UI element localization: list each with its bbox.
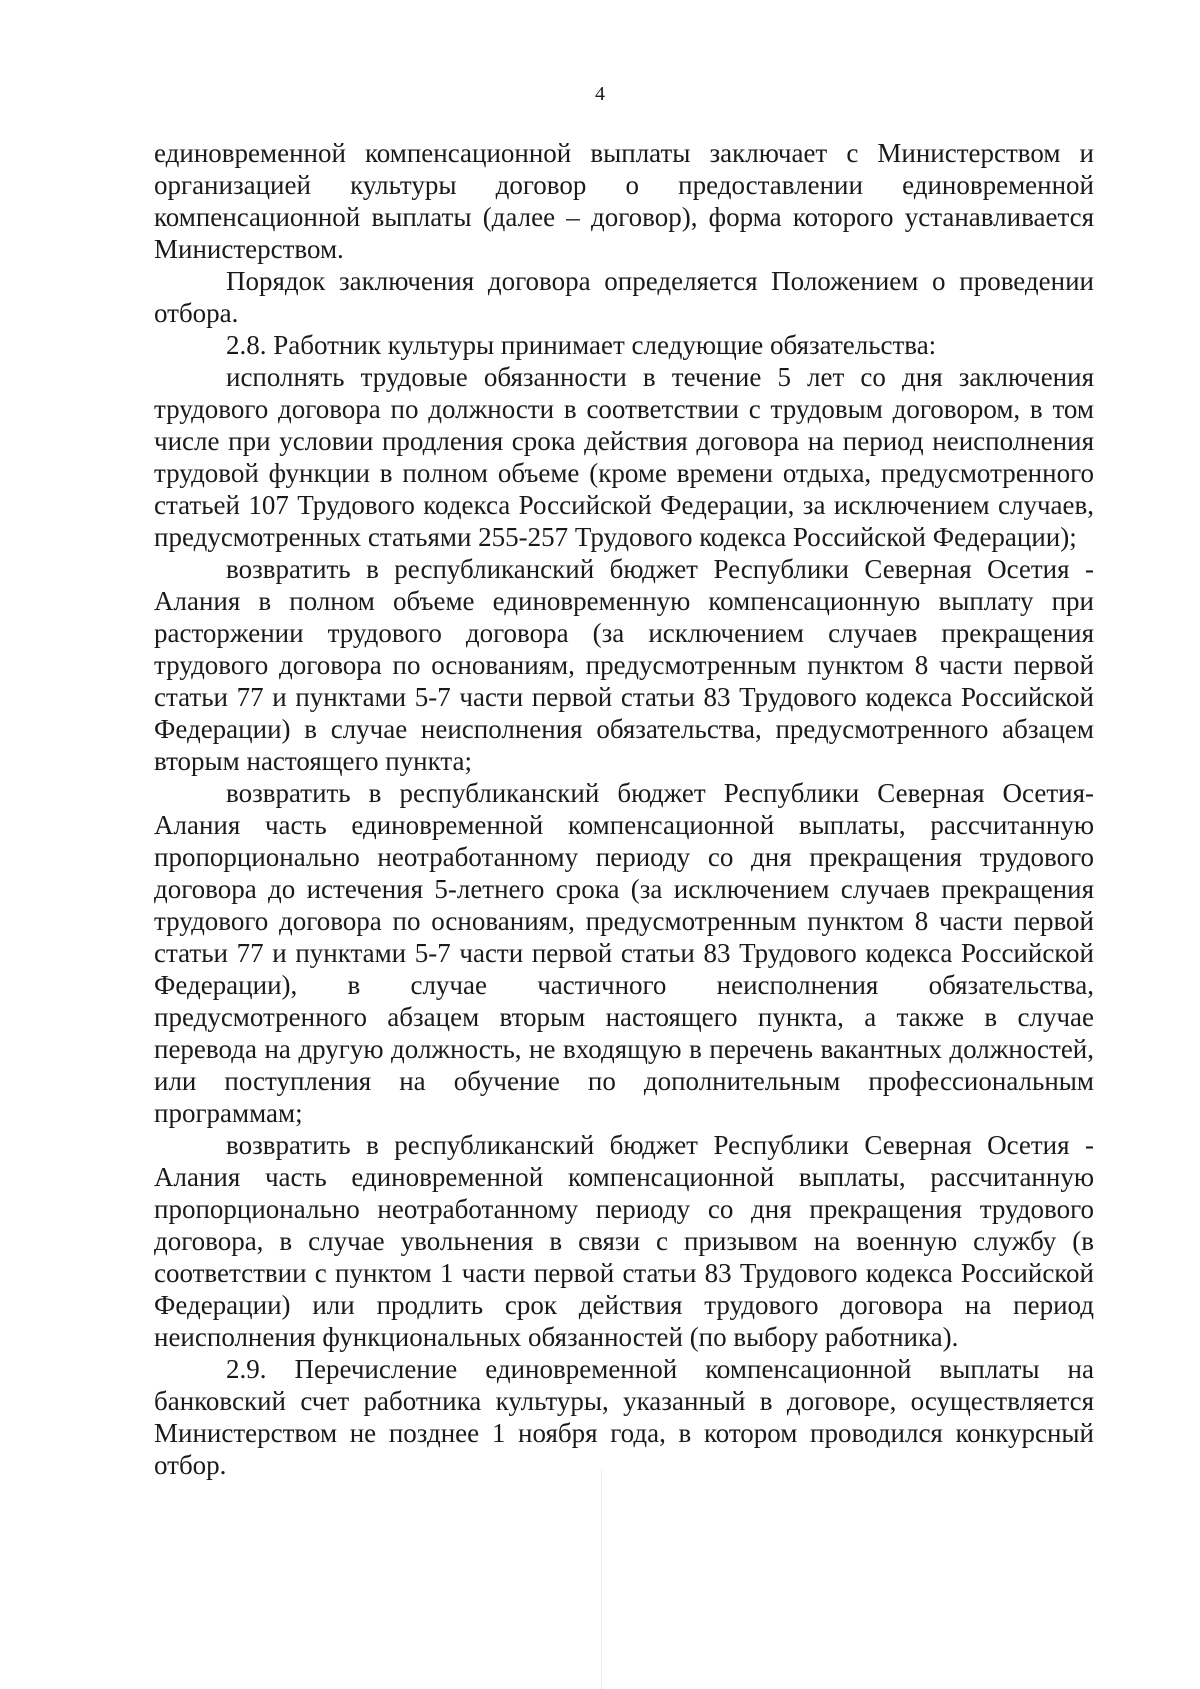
paragraph-obligation-military-service: возвратить в республиканский бюджет Республики Северная Осетия - Алания часть единовременной компенсационной выплаты, рассчитанную пропорционально неотработанному периоду со дня прекращения трудового договора, в случае увольнения в связи с призывом на военную службу (в соответствии с пунктом 1 части первой статьи 83 Трудового кодекса Российской Федерации) или продлить срок действия трудового договора на период неисполнения функциональных обязанностей (по выбору работника). xyxy=(154,1130,1094,1352)
paragraph-contract-continuation: единовременной компенсационной выплаты заключает с Министерством и организацией культуры договор о предоставлении единовременной компенсационной выплаты (далее – договор), форма которого устанавливается Министерством. xyxy=(154,138,1094,264)
paragraph-clause-2-8: 2.8. Работник культуры принимает следующие обязательства: xyxy=(226,330,937,360)
paragraph-obligation-partial-refund: возвратить в республиканский бюджет Республики Северная Осетия-Алания часть единовременной компенсационной выплаты, рассчитанную пропорционально неотработанному периоду со дня прекращения трудового договора до истечения 5-летнего срока (за исключением случаев прекращения трудового договора по основаниям, предусмотренным пунктом 8 части первой статьи 77 и пунктами 5-7 части первой статьи 83 Трудового кодекса Российской Федерации), в случае частичного неисполнения обязательства, предусмотренного абзацем вторым настоящего пункта, а также в случае перевода на другую должность, не входящую в перечень вакантных должностей, или поступления на обучение по дополнительным профессиональным программам; xyxy=(154,778,1094,1128)
paragraph-obligation-full-refund: возвратить в республиканский бюджет Республики Северная Осетия - Алания в полном объеме единовременную компенсационную выплату при расторжении трудового договора (за исключением случаев прекращения трудового договора по основаниям, предусмотренным пунктом 8 части первой статьи 77 и пунктами 5-7 части первой статьи 83 Трудового кодекса Российской Федерации) в случае неисполнения обязательства, предусмотренного абзацем вторым настоящего пункта; xyxy=(154,554,1094,776)
page-fold-mark xyxy=(601,1470,603,1689)
paragraph-clause-2-9: 2.9. Перечисление единовременной компенсационной выплаты на банковский счет работника культуры, указанный в договоре, осуществляется Министерством не позднее 1 ноября года, в котором проводился конкурсный отбор. xyxy=(154,1354,1094,1480)
paragraph-obligation-work-5-years: исполнять трудовые обязанности в течение 5 лет со дня заключения трудового договора по должности в соответствии с трудовым договором, в том числе при условии продления срока действия договора на период неисполнения трудовой функции в полном объеме (кроме времени отдыха, предусмотренного статьей 107 Трудового кодекса Российской Федерации, за исключением случаев, предусмотренных статьями 255-257 Трудового кодекса Российской Федерации); xyxy=(154,362,1094,552)
document-body xyxy=(154,137,1094,1481)
page-number: 4 xyxy=(595,83,605,105)
paragraph-contract-procedure: Порядок заключения договора определяется Положением о проведении отбора. xyxy=(154,266,1094,328)
